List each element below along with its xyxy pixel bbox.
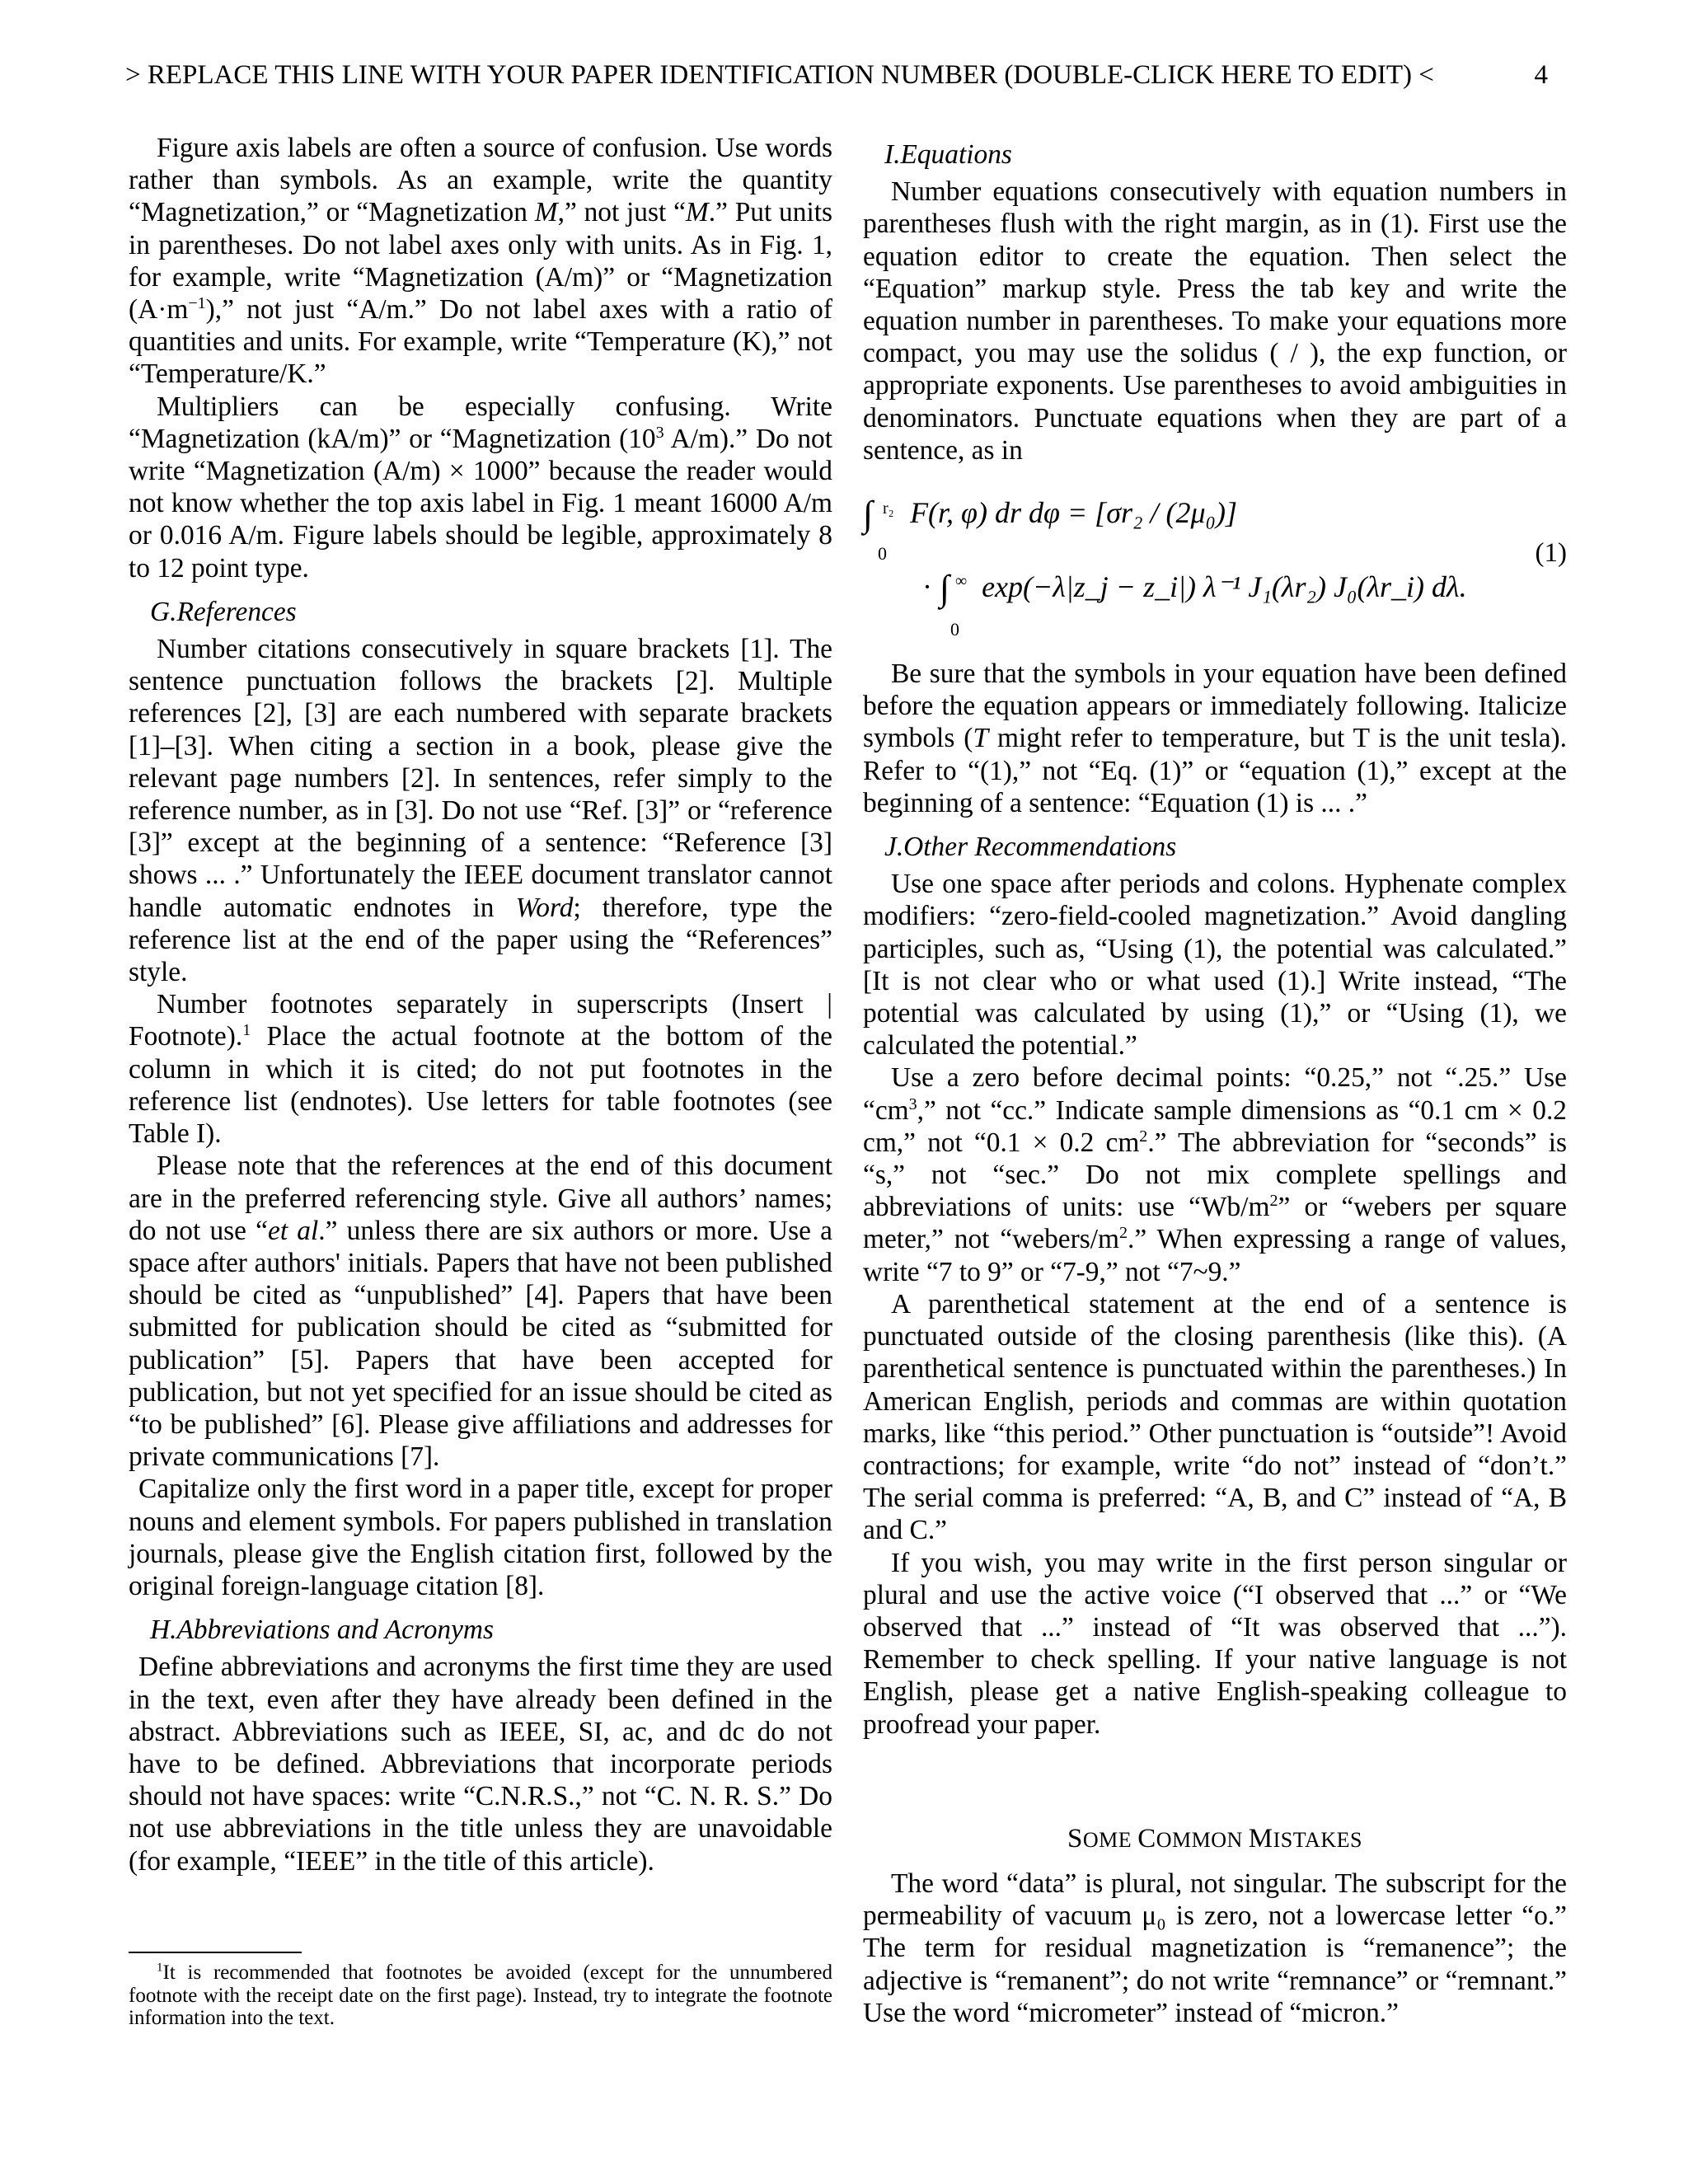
paragraph-footnotes: Number footnotes separately in superscripts (Insert | Footnote).$^1$ Place the actual footnote at the bottom of the column in which it is cited; do not put footnotes in the reference list (endnotes). Use letters for table footnotes (see Table I). xyxy=(129,989,832,1150)
paragraph-abbreviations: Define abbreviations and acronyms the first time they are used in the text, even after they have already been defined in the abstract. Abbreviations such as IEEE, SI, ac, and dc do not have to be defined. Abbreviations that incorporate periods should not have spaces: write “C.N.R.S.,” not “C. N. R. S.” Do not use abbreviations in the title unless they are unavoidable (for example, “IEEE” in the title of this article). xyxy=(129,1652,832,1877)
footnote: $^1$It is recommended that footnotes be avoided (except for the unnumbered footnote with the receipt date on the first page). Instead, try to integrate the footnote information into the text. xyxy=(129,1961,832,2029)
equation-line-2 xyxy=(922,568,1467,640)
integral-lower-limit: 0 xyxy=(878,543,887,565)
integral-upper-limit: r₂ xyxy=(883,499,894,518)
section-heading-abbreviations: H.Abbreviations and Acronyms xyxy=(150,1615,495,1646)
equation-line-1-body: F(r, φ) dr dφ = [σr₂ / (2μ₀)] xyxy=(910,496,1238,530)
section-heading-equations: I.Equations xyxy=(884,139,1012,170)
equation-line-1 xyxy=(863,494,1238,565)
right-column xyxy=(863,132,1567,2029)
paragraph-parenthetical: A parenthetical statement at the end of a sentence is punctuated outside of the closing parenthesis (like this). (A parenthetical sentence is punctuated within the parentheses.) In American English, periods and commas are within quotation marks, like “this period.” Other punctuation is “outside”! Avoid contractions; for example, write “do not” instead of “don’t.” The serial comma is preferred: “A, B, and C” instead of “A, B and C.” xyxy=(863,1288,1567,1546)
page-number: 4 xyxy=(1534,60,1548,90)
equation-line-2-body: exp(−λ|z_j − z_i|) λ⁻¹ J₁(λr₂) J₀(λr_i) dλ. xyxy=(982,570,1467,604)
integral-symbol: ∫ xyxy=(940,568,950,609)
section-heading-common-mistakes: SOME COMMON MISTAKES xyxy=(1067,1823,1362,1854)
section-heading-other-recommendations: J.Other Recommendations xyxy=(884,832,1177,863)
paragraph-reference-style: Please note that the references at the end of this document are in the preferred referencing style. Give all authors’ names; do not use “et al.” unless there are six authors or more. Use a space after authors' initials. Papers that have not been published should be cited as “unpublished” [4]. Papers that have been submitted for publication should be cited as “submitted for publication” [5]. Papers that have been accepted for publication, but not yet specified for an issue should be cited as “to be published” [6]. Please give affiliations and addresses for private communications [7]. xyxy=(129,1151,832,1473)
paragraph-multipliers: Multipliers can be especially confusing. Write “Magnetization (kA/m)” or “Magnetization ($10^3$ A/m).” Do not write “Magnetization (A/m) × 1000” because the reader would not know whether the top axis label in Fig. 1 meant 16000 A/m or 0.016 A/m. Figure labels should be legible, approximately 8 to 12 point type. xyxy=(129,391,833,583)
section-heading-references: G.References xyxy=(150,596,297,627)
paragraph-axis-labels: Figure axis labels are often a source of confusion. Use words rather than symbols. As an example, write the quantity “Magnetization,” or “Magnetization M,” not just “M.” Put units in parentheses. Do not label axes only with units. As in Fig. 1, for example, write “Magnetization (A/m)” or “Magnetization $(A\cdot m^{-1})$,” not just “A/m.” Do not label axes with a ratio of quantities and units. For example, write “Temperature (K),” not “Temperature/K.” xyxy=(129,133,832,390)
paragraph-citations: Number citations consecutively in square brackets [1]. The sentence punctuation follows the brackets [2]. Multiple references [2], [3] are each numbered with separate brackets [1]–[3]. When citing a section in a book, please give the relevant page numbers [2]. In sentences, refer simply to the reference number, as in [3]. Do not use “Ref. [3]” or “reference [3]” except at the beginning of a sentence: “Reference [3] shows ... .” Unfortunately the IEEE document translator cannot handle automatic endnotes in Word; therefore, type the reference list at the end of the paper using the “References” style. xyxy=(129,634,833,988)
paragraph-spacing: Use one space after periods and colons. Hyphenate complex modifiers: “zero-field-cooled magnetization.” Avoid dangling participles, such as, “Using (1), the potential was calculated.” [It is not clear who or what used (1).] Write instead, “The potential was calculated by using (1),” or “Using (1), we calculated the potential.” xyxy=(863,869,1567,1062)
paragraph-active-voice: If you wish, you may write in the first person singular or plural and use the active voice (“I observed that ...” or “We observed that ...” instead of “It was observed that ...”). Remember to check spelling. If your native language is not English, please get a native English-speaking colleague to proofread your paper. xyxy=(863,1547,1567,1740)
paragraph-common-mistakes: The word “data” is plural, not singular. The subscript for the permeability of vacuum μ₀ is zero, not a lowercase letter “o.” The term for residual magnetization is “remanence”; the adjective is “remanent”; do not write “remnance” or “remnant.” Use the word “micrometer” instead of “micron.” xyxy=(863,1868,1567,2028)
integral-upper-limit: ∞ xyxy=(955,572,968,591)
integral-symbol: ∫ xyxy=(863,494,874,535)
equation-1 xyxy=(863,486,1567,643)
paragraph-equations: Number equations consecutively with equation numbers in parentheses flush with the right margin, as in (1). First use the equation editor to create the equation. Then select the “Equation” markup style. Press the tab key and write the equation number in parentheses. To make your equations more compact, you may use the solidus ( / ), the exp function, or appropriate exponents. Use parentheses to avoid ambiguities in denominators. Punctuate equations when they are part of a sentence, as in xyxy=(863,176,1567,466)
footnote-divider xyxy=(129,1952,302,1953)
paragraph-symbols: Be sure that the symbols in your equation have been defined before the equation appears or immediately following. Italicize symbols (T might refer to temperature, but T is the unit tesla). Refer to “(1),” not “Eq. (1)” or “equation (1),” except at the beginning of a sentence: “Equation (1) is ... .” xyxy=(863,658,1568,818)
integral-lower-limit: 0 xyxy=(950,619,959,640)
paragraph-units: Use a zero before decimal points: “0.25,” not “.25.” Use “$cm^3$,” not “cc.” Indicate sample dimensions as “0.1 cm × 0.2 cm,” not “0.1 × 0.2 $cm^2$.” The abbreviation for “seconds” is “s,” not “sec.” Do not mix complete spellings and abbreviations of units: use “$Wb/m^2$” or “webers per square meter,” not “$webers/m^2$.” When expressing a range of values, write “7 to 9” or “7-9,” not “7~9.” xyxy=(863,1062,1567,1287)
equation-number: (1) xyxy=(1535,538,1567,569)
dot-operator: · xyxy=(922,570,932,604)
paragraph-capitalize: Capitalize only the first word in a paper title, except for proper nouns and element symbols. For papers published in translation journals, please give the English citation first, followed by the original foreign-language citation [8]. xyxy=(129,1474,832,1601)
left-column xyxy=(129,132,832,1877)
page-header: > REPLACE THIS LINE WITH YOUR PAPER IDENTIFICATION NUMBER (DOUBLE-CLICK HERE TO EDIT) < xyxy=(125,60,1434,90)
